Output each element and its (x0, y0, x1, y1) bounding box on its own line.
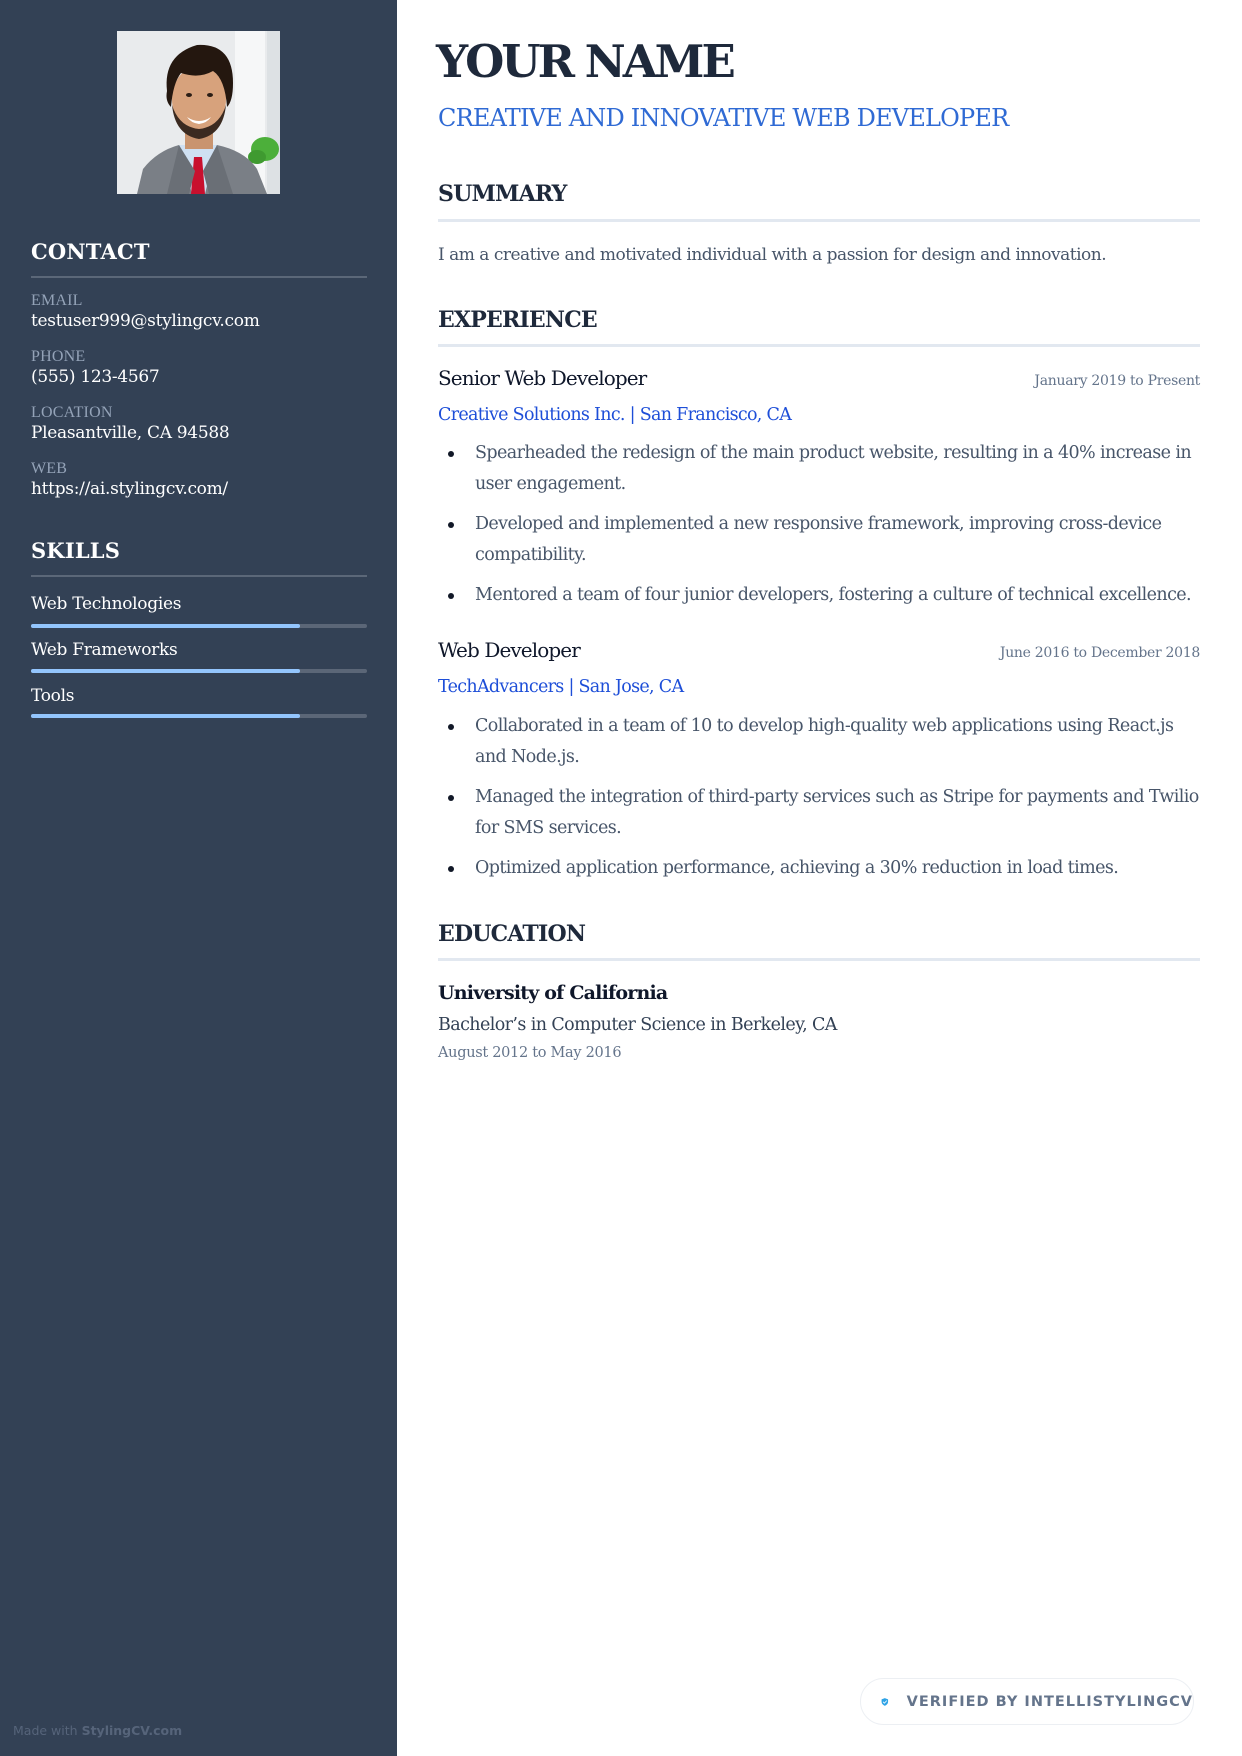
skill-name: Web Technologies (31, 594, 182, 614)
bullet-dot-icon (448, 724, 454, 730)
skill-bar (31, 624, 367, 628)
contact-section (31, 238, 367, 499)
contact-location (31, 404, 229, 444)
bullet-dot-icon (448, 451, 454, 457)
experience-heading: EXPERIENCE (438, 307, 597, 333)
bullet-item: Developed and implemented a new responsive framework, improving cross-device compatibility. (438, 509, 1200, 571)
skills-section (31, 537, 367, 706)
contact-email (31, 292, 260, 332)
job-dates: January 2019 to Present (1034, 373, 1200, 389)
location-label: LOCATION (31, 404, 113, 421)
web-link[interactable]: https://ai.stylingcv.com/ (31, 479, 228, 499)
skill-bar (31, 669, 367, 673)
made-with-brand[interactable]: StylingCV.com (81, 1723, 183, 1738)
location-value: Pleasantville, CA 94588 (31, 423, 230, 443)
bullet-item: Collaborated in a team of 10 to develop high-quality web applications using React.js and Node.js. (438, 711, 1200, 773)
profile-photo-image (117, 31, 280, 194)
made-with-footer[interactable] (13, 1723, 182, 1738)
email-label: EMAIL (31, 292, 83, 309)
education-school: University of California (438, 982, 668, 1004)
job-title: Senior Web Developer (438, 366, 647, 390)
made-with-prefix: Made with (13, 1723, 78, 1738)
job-bullets (438, 438, 1200, 620)
bullet-item: Spearheaded the redesign of the main product website, resulting in a 40% increase in user engagement. (438, 438, 1200, 500)
bullet-dot-icon (448, 795, 454, 801)
bullet-dot-icon (448, 866, 454, 872)
skill-web-frameworks (31, 639, 367, 661)
job-bullets (438, 711, 1200, 893)
job-title: Web Developer (438, 638, 580, 662)
job-dates: June 2016 to December 2018 (999, 645, 1200, 661)
education-dates: August 2012 to May 2016 (438, 1045, 622, 1061)
profile-photo (117, 31, 280, 194)
skills-divider (31, 575, 367, 577)
bullet-dot-icon (448, 593, 454, 599)
skill-bar-fill (31, 624, 300, 628)
education-divider (438, 958, 1200, 961)
job-company: TechAdvancers | San Jose, CA (438, 677, 684, 697)
skill-name: Web Frameworks (31, 640, 178, 660)
bullet-dot-icon (448, 522, 454, 528)
summary-divider (438, 219, 1200, 222)
skill-tools (31, 685, 367, 707)
email-value[interactable]: testuser999@stylingcv.com (31, 311, 260, 331)
verified-badge[interactable] (860, 1678, 1194, 1725)
contact-heading: CONTACT (31, 239, 150, 264)
contact-divider (31, 276, 367, 278)
phone-label: PHONE (31, 348, 86, 365)
shield-check-icon (881, 1691, 889, 1713)
candidate-title: CREATIVE AND INNOVATIVE WEB DEVELOPER (438, 104, 1009, 132)
phone-value[interactable]: (555) 123-4567 (31, 367, 160, 387)
bullet-item: Managed the integration of third-party services such as Stripe for payments and Twilio for SMS services. (438, 782, 1200, 844)
bullet-item: Optimized application performance, achieving a 30% reduction in load times. (438, 853, 1200, 884)
skills-heading: SKILLS (31, 538, 121, 563)
education-heading: EDUCATION (438, 921, 586, 947)
contact-phone (31, 348, 159, 388)
web-label: WEB (31, 460, 68, 477)
sidebar (0, 0, 397, 1756)
skill-name: Tools (31, 686, 75, 706)
skill-bar-fill (31, 669, 300, 673)
skill-web-technologies (31, 593, 367, 615)
candidate-name: YOUR NAME (436, 35, 733, 88)
experience-divider (438, 344, 1200, 347)
skill-bar-fill (31, 714, 300, 718)
contact-web (31, 460, 228, 500)
summary-text: I am a creative and motivated individual with a passion for design and innovation. (438, 245, 1107, 265)
education-degree: Bachelor’s in Computer Science in Berkeley, CA (438, 1015, 837, 1035)
verified-text: VERIFIED BY INTELLISTYLINGCV (906, 1693, 1193, 1710)
summary-heading: SUMMARY (438, 181, 567, 207)
job-company: Creative Solutions Inc. | San Francisco, CA (438, 405, 792, 425)
bullet-item: Mentored a team of four junior developers, fostering a culture of technical excellence. (438, 580, 1200, 611)
skill-bar (31, 714, 367, 718)
